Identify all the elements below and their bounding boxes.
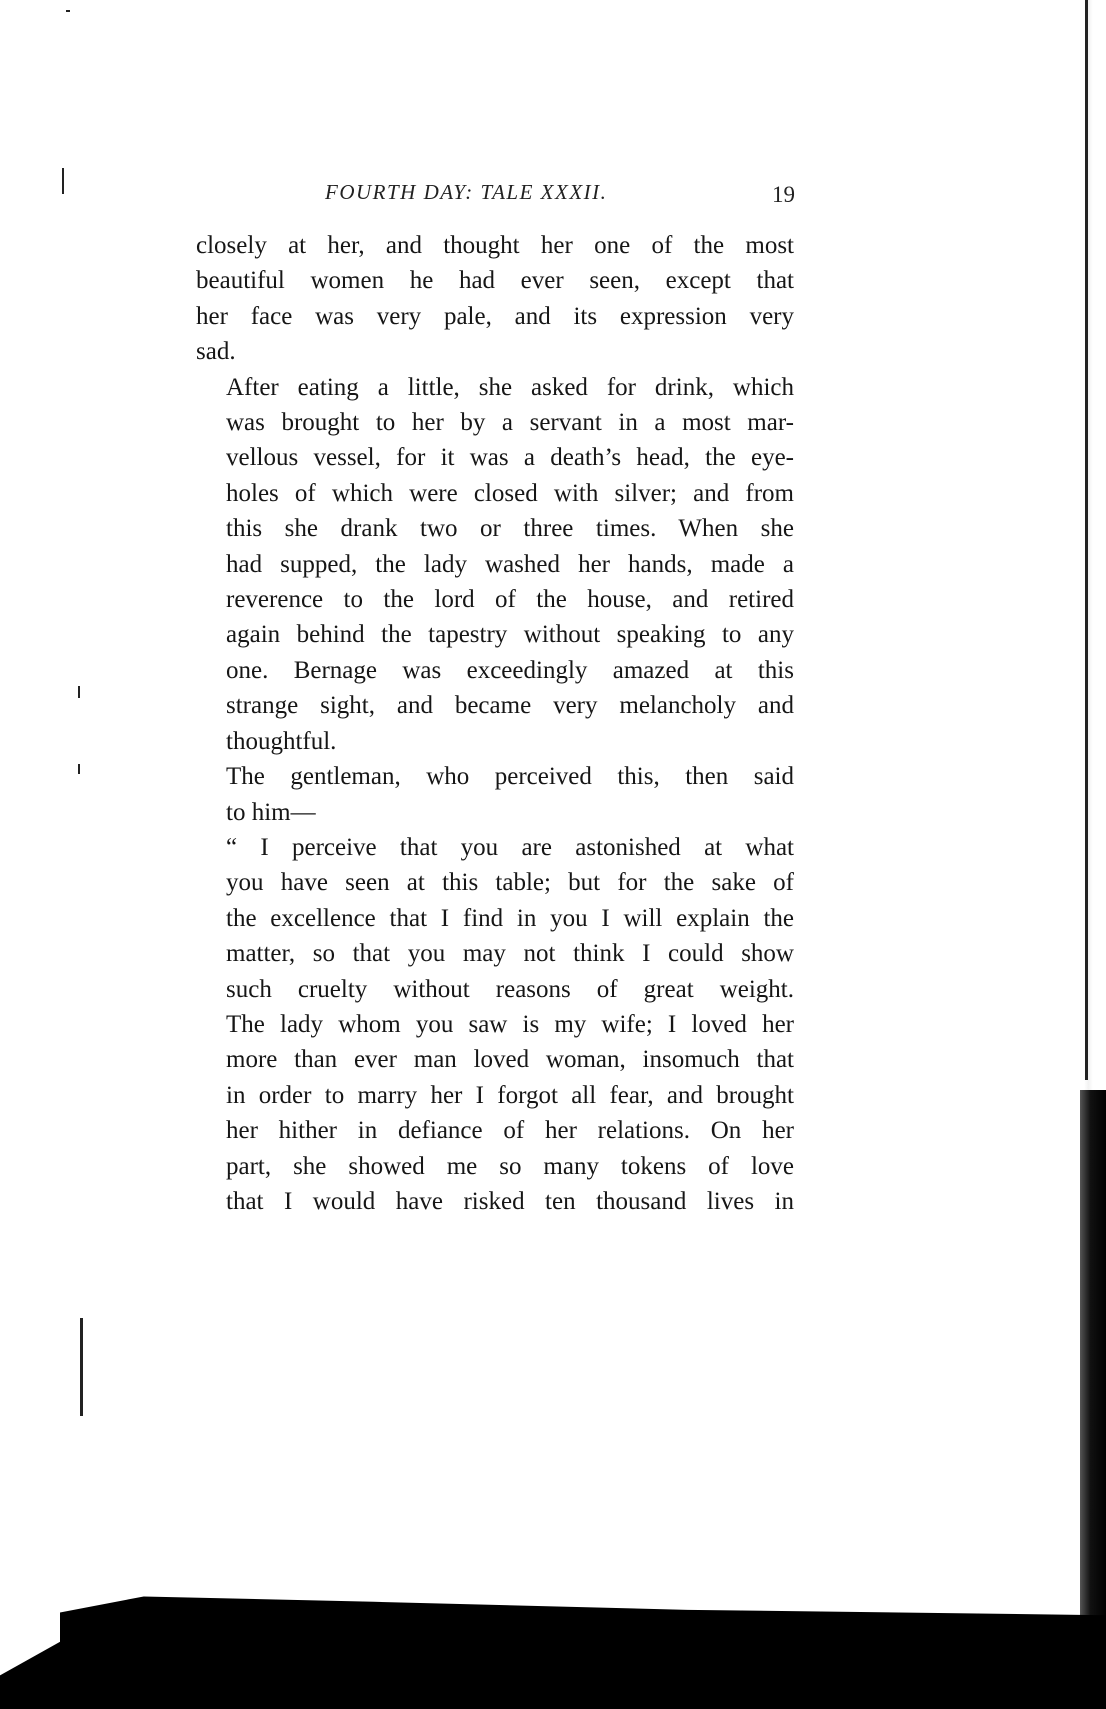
text-line: After eating a little, she asked for drink, which bbox=[226, 373, 794, 401]
text-line: The gentleman, who perceived this, then said bbox=[226, 763, 794, 791]
bottom-scan-shadow bbox=[60, 1575, 1106, 1709]
text-line: again behind the tapestry without speaking to any bbox=[226, 621, 794, 649]
text-line: thoughtful. bbox=[226, 727, 337, 755]
text-line: sad. bbox=[196, 338, 236, 366]
scan-mark bbox=[78, 764, 80, 774]
text-line: was brought to her by a servant in a most mar- bbox=[226, 409, 794, 437]
text-line: closely at her, and thought her one of the most bbox=[196, 232, 794, 259]
paragraph-3 bbox=[196, 759, 794, 830]
text-line: part, she showed me so many tokens of love bbox=[226, 1152, 794, 1180]
paragraph-4 bbox=[196, 830, 794, 1219]
body-text bbox=[196, 228, 794, 1219]
paragraph-2 bbox=[196, 370, 794, 759]
running-head: FOURTH DAY: TALE XXXII. bbox=[325, 180, 608, 204]
scan-mark bbox=[80, 1318, 83, 1416]
page-number: 19 bbox=[772, 182, 795, 207]
text-line: The lady whom you saw is my wife; I loved her bbox=[226, 1010, 794, 1038]
text-line: one. Bernage was exceedingly amazed at this bbox=[226, 656, 794, 684]
text-line: beautiful women he had ever seen, except that bbox=[196, 267, 794, 295]
text-line: to him— bbox=[226, 798, 316, 826]
text-line: you have seen at this table; but for the sake of bbox=[226, 869, 794, 897]
text-line: reverence to the lord of the house, and retired bbox=[226, 586, 794, 614]
paragraph-1 bbox=[196, 228, 794, 370]
text-line: her hither in defiance of her relations. On her bbox=[226, 1117, 794, 1145]
scan-mark bbox=[78, 686, 80, 698]
text-line: holes of which were closed with silver; and from bbox=[226, 479, 794, 507]
text-line: vellous vessel, for it was a death’s head, the eye- bbox=[226, 444, 794, 472]
scan-mark bbox=[66, 10, 70, 12]
text-line: this she drank two or three times. When she bbox=[226, 515, 794, 543]
text-line: her face was very pale, and its expression very bbox=[196, 302, 794, 330]
text-line: in order to marry her I forgot all fear, and brought bbox=[226, 1081, 794, 1109]
page-edge-line bbox=[1085, 0, 1088, 1080]
text-line: more than ever man loved woman, insomuch that bbox=[226, 1046, 794, 1074]
text-line: matter, so that you may not think I could show bbox=[226, 940, 794, 968]
text-line: the excellence that I find in you I will explain the bbox=[226, 904, 794, 932]
scan-mark bbox=[62, 168, 64, 194]
text-line: had supped, the lady washed her hands, made a bbox=[226, 550, 794, 578]
text-line: such cruelty without reasons of great weight. bbox=[226, 975, 794, 1003]
text-line: that I would have risked ten thousand lives in bbox=[226, 1187, 794, 1215]
text-line: strange sight, and became very melancholy and bbox=[226, 692, 794, 720]
text-line: “ I perceive that you are astonished at what bbox=[226, 833, 794, 861]
